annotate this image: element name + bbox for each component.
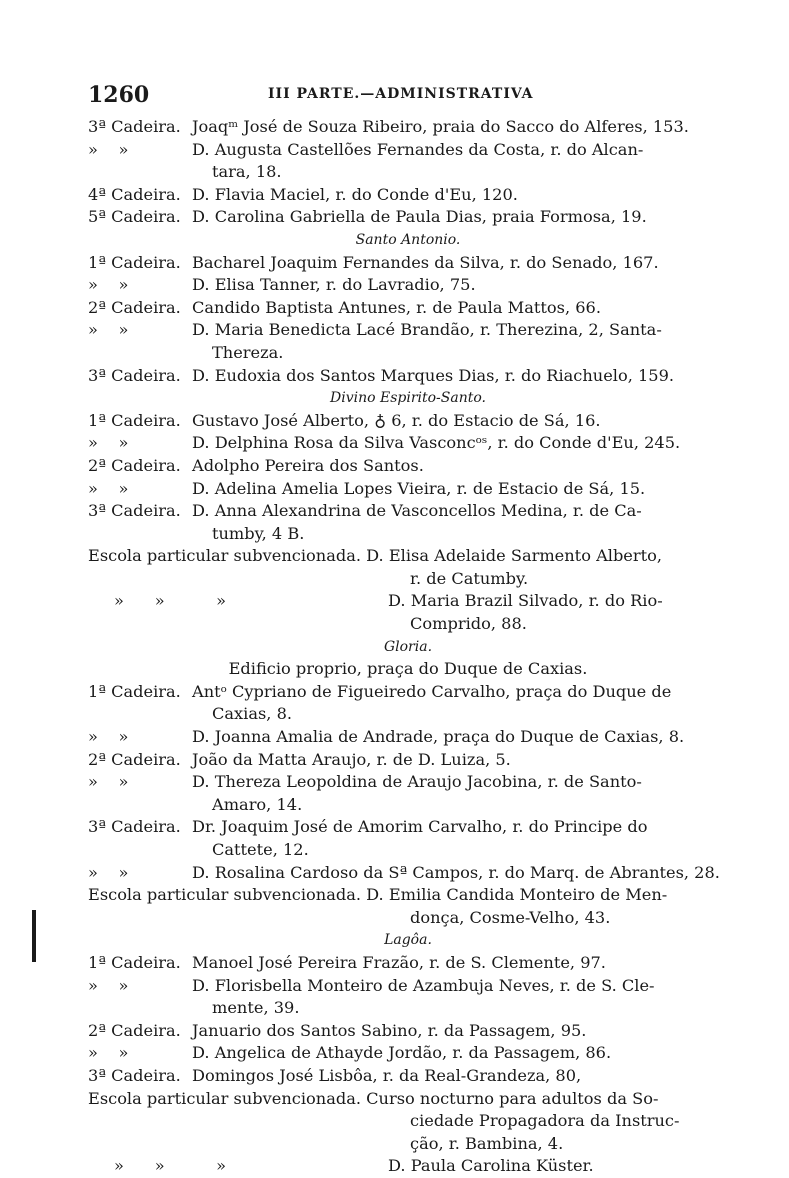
chair-label: 2ª Cadeira. bbox=[88, 1020, 181, 1040]
entry-line bbox=[88, 432, 728, 455]
chair-label: 4ª Cadeira. bbox=[88, 184, 181, 204]
continuation-line: r. de Catumby. bbox=[410, 568, 529, 588]
chair-label: 2ª Cadeira. bbox=[88, 297, 181, 317]
chair-label: » » bbox=[88, 139, 129, 159]
chair-label: » » bbox=[88, 772, 129, 792]
entry-line bbox=[88, 816, 728, 839]
chair-label: 1ª Cadeira. bbox=[88, 681, 181, 701]
entry-line bbox=[88, 410, 728, 433]
entry-text: Joaqᵐ José de Souza Ribeiro, praia do Sacco do Alferes, 153. bbox=[192, 117, 689, 136]
chair-label: 3ª Cadeira. bbox=[88, 501, 181, 521]
section-heading: Divino Espirito-Santo. bbox=[330, 390, 486, 407]
chair-label: 1ª Cadeira. bbox=[88, 952, 181, 972]
entry-line bbox=[88, 139, 728, 162]
entry-line bbox=[88, 862, 728, 885]
continuation-line: Caxias, 8. bbox=[212, 704, 293, 724]
entry-text: Dr. Joaquim José de Amorim Carvalho, r. do Principe do bbox=[192, 817, 648, 837]
entry-line bbox=[88, 749, 728, 772]
continuation-line: ciedade Propagadora da Instruc- bbox=[410, 1111, 680, 1131]
entry-text: D. Maria Benedicta Lacé Brandão, r. Therezina, 2, Santa- bbox=[192, 320, 662, 340]
school-line: Escola particular subvencionada. D. Emilia Candida Monteiro de Men- bbox=[88, 885, 668, 905]
entry-text: D. Adelina Amelia Lopes Vieira, r. de Estacio de Sá, 15. bbox=[192, 478, 646, 498]
chair-label: 2ª Cadeira. bbox=[88, 455, 181, 475]
margin-mark bbox=[32, 910, 36, 962]
chair-label: » » bbox=[88, 478, 129, 498]
chair-label: 3ª Cadeira. bbox=[88, 817, 181, 837]
entry-text: Januario dos Santos Sabino, r. da Passagem, 95. bbox=[192, 1020, 587, 1040]
ditto-marks: » » » bbox=[114, 591, 227, 611]
entry-text: D. Eudoxia dos Santos Marques Dias, r. do Riachuelo, 159. bbox=[192, 365, 675, 385]
entry-text: D. Anna Alexandrina de Vasconcellos Medina, r. de Ca- bbox=[192, 501, 642, 521]
entry-text: D. Augusta Castellões Fernandes da Costa, r. do Alcan- bbox=[192, 139, 644, 159]
entry-text: D. Angelica de Athayde Jordão, r. da Passagem, 86. bbox=[192, 1043, 612, 1063]
entry-line bbox=[88, 365, 728, 388]
building-note: Edificio proprio, praça do Duque de Caxias. bbox=[228, 659, 588, 679]
school-line: Escola particular subvencionada. Curso nocturno para adultos da So- bbox=[88, 1088, 659, 1108]
entry-text: D. Joanna Amalia de Andrade, praça do Duque de Caxias, 8. bbox=[192, 727, 685, 747]
continuation-line: tara, 18. bbox=[212, 162, 282, 182]
entry-line bbox=[88, 1020, 728, 1043]
chair-label: 1ª Cadeira. bbox=[88, 252, 181, 272]
continuation-line: tumby, 4 B. bbox=[212, 523, 305, 543]
chair-label: 3ª Cadeira. bbox=[88, 1065, 181, 1085]
entry-line bbox=[88, 681, 728, 704]
chair-label: » » bbox=[88, 1043, 129, 1063]
section-heading: Gloria. bbox=[383, 638, 433, 655]
entry-text: Adolpho Pereira dos Santos. bbox=[192, 455, 424, 475]
entry-line bbox=[88, 1042, 728, 1065]
page-header bbox=[88, 82, 728, 112]
entry-line bbox=[88, 319, 728, 342]
entry-line bbox=[88, 478, 728, 501]
entry-line bbox=[88, 975, 728, 998]
entry-line bbox=[88, 771, 728, 794]
entry-line bbox=[88, 297, 728, 320]
entry-line bbox=[88, 455, 728, 478]
entry-text: D. Flavia Maciel, r. do Conde d'Eu, 120. bbox=[192, 184, 518, 204]
continuation-line: Thereza. bbox=[212, 342, 284, 362]
school-line: Escola particular subvencionada. D. Elisa Adelaide Sarmento Alberto, bbox=[88, 546, 663, 566]
chair-label: 3ª Cadeira. bbox=[88, 117, 181, 136]
entry-line bbox=[88, 116, 728, 139]
entry-text: João da Matta Araujo, r. de D. Luiza, 5. bbox=[192, 749, 511, 769]
entry-text: D. Delphina Rosa da Silva Vasconcᵒˢ, r. do Conde d'Eu, 245. bbox=[192, 433, 681, 453]
entry-text: D. Elisa Tanner, r. do Lavradio, 75. bbox=[192, 275, 476, 295]
continuation-line: mente, 39. bbox=[212, 998, 300, 1018]
entry-text: Antᵒ Cypriano de Figueiredo Carvalho, praça do Duque de bbox=[192, 681, 672, 701]
chair-label: » » bbox=[88, 320, 129, 340]
chair-label: » » bbox=[88, 975, 129, 995]
entry-line bbox=[88, 184, 728, 207]
page-number: 1260 bbox=[88, 82, 150, 108]
entry-text: D. Maria Brazil Silvado, r. do Rio- bbox=[388, 591, 663, 611]
chair-label: 3ª Cadeira. bbox=[88, 365, 181, 385]
entry-text: Bacharel Joaquim Fernandes da Silva, r. do Senado, 167. bbox=[192, 252, 659, 272]
chair-label: » » bbox=[88, 862, 129, 882]
chair-label: 1ª Cadeira. bbox=[88, 410, 181, 430]
entry-line bbox=[88, 1065, 728, 1088]
chair-label: » » bbox=[88, 433, 129, 453]
ditto-entry bbox=[88, 1155, 728, 1178]
entry-text: D. Paula Carolina Küster. bbox=[388, 1156, 594, 1176]
entry-text: D. Thereza Leopoldina de Araujo Jacobina, r. de Santo- bbox=[192, 772, 642, 792]
entry-line bbox=[88, 500, 728, 523]
chair-label: » » bbox=[88, 727, 129, 747]
entry-text: Domingos José Lisbôa, r. da Real-Grandeza, 80, bbox=[192, 1065, 582, 1085]
entry-text: D. Florisbella Monteiro de Azambuja Neves, r. de S. Cle- bbox=[192, 975, 655, 995]
ditto-marks: » » » bbox=[114, 1156, 227, 1176]
ditto-entry bbox=[88, 590, 728, 613]
entry-line bbox=[88, 252, 728, 275]
entry-line bbox=[88, 274, 728, 297]
running-title: III PARTE.—ADMINISTRATIVA bbox=[268, 86, 534, 102]
continuation-line: donça, Cosme-Velho, 43. bbox=[410, 907, 611, 927]
entry-text: D. Carolina Gabriella de Paula Dias, praia Formosa, 19. bbox=[192, 207, 647, 227]
document-body bbox=[88, 116, 728, 1178]
continuation-line: Amaro, 14. bbox=[212, 794, 303, 814]
continuation-line: Comprido, 88. bbox=[410, 614, 527, 634]
chair-label: » » bbox=[88, 275, 129, 295]
chair-label: 5ª Cadeira. bbox=[88, 207, 181, 227]
continuation-line: Cattete, 12. bbox=[212, 840, 309, 859]
entry-line bbox=[88, 726, 728, 749]
entry-line bbox=[88, 206, 728, 229]
entry-text: Manoel José Pereira Frazão, r. de S. Clemente, 97. bbox=[192, 952, 606, 972]
entry-text: Gustavo José Alberto, ♁ 6, r. do Estacio de Sá, 16. bbox=[192, 410, 601, 430]
entry-text: D. Rosalina Cardoso da Sª Campos, r. do Marq. de Abrantes, 28. bbox=[192, 862, 720, 882]
section-heading: Lagôa. bbox=[384, 932, 432, 949]
section-heading: Santo Antonio. bbox=[355, 231, 461, 248]
continuation-line: ção, r. Bambina, 4. bbox=[410, 1133, 564, 1153]
chair-label: 2ª Cadeira. bbox=[88, 749, 181, 769]
entry-text: Candido Baptista Antunes, r. de Paula Mattos, 66. bbox=[192, 297, 601, 317]
entry-line bbox=[88, 952, 728, 975]
